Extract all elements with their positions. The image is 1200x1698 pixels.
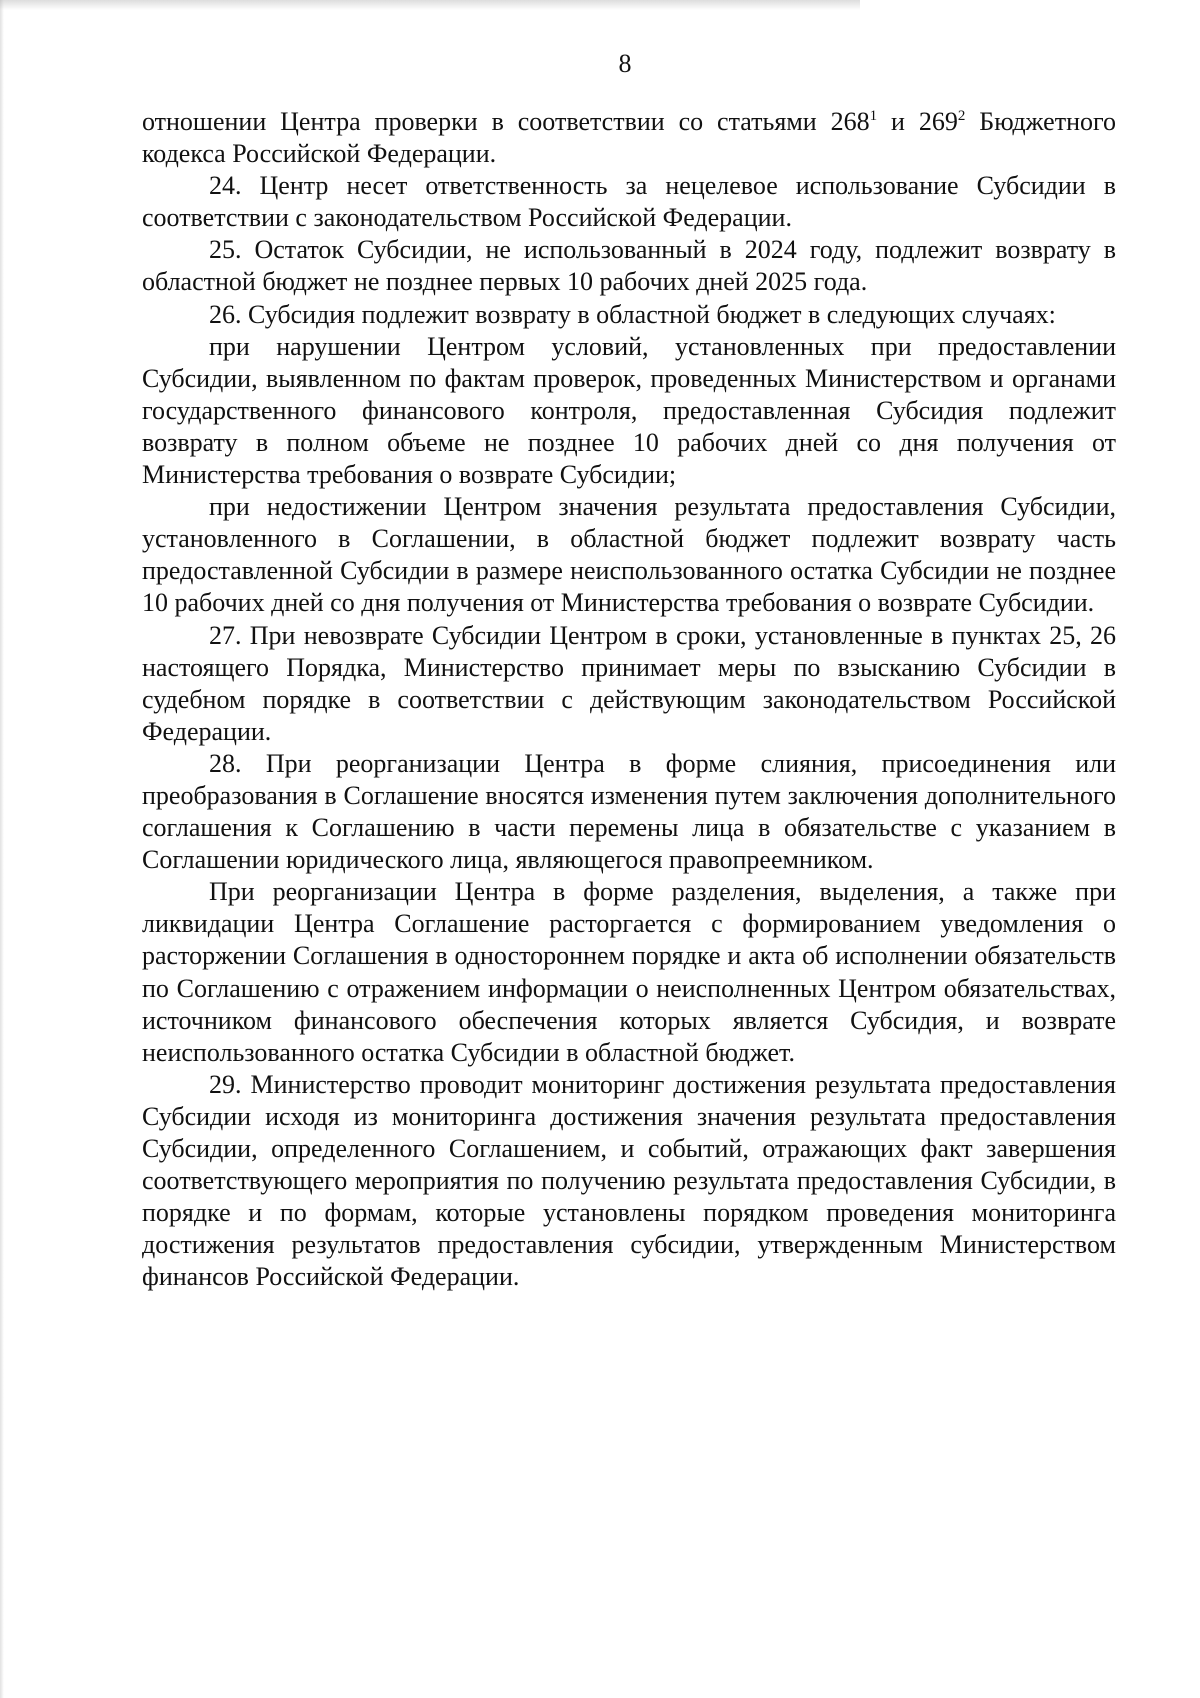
paragraph-26: 26. Субсидия подлежит возврату в областной бюджет в следующих случаях: [209,299,1056,329]
paragraph-text-middle: и 269 [877,107,958,136]
document-body [142,106,1116,1293]
page-number: 8 [618,49,632,78]
superscript-1: 1 [869,108,878,124]
paragraph-26-case-2: при недостижении Центром значения результата предоставления Субсидии, установленного в Соглашении, в областной бюджет подлежит возврату часть предоставленной Субсидии в размере неиспользованного остатка Субсидии не позднее 10 рабочих дней со дня получения от Министерства требования о возврате Субсидии. [142,492,1116,618]
paragraph-28-second: При реорганизации Центра в форме разделения, выделения, а также при ликвидации Центра Соглашение расторгается с формированием уведомления о расторжении Соглашения в одностороннем порядке и акта об исполнении обязательств по Соглашению с отражением информации о неисполненных Центром обязательствах, источником финансового обеспечения которых является Субсидия, и возврате неиспользованного остатка Субсидии в областной бюджет. [142,877,1116,1067]
paragraph-continuation [142,106,1116,170]
paragraph-25: 25. Остаток Субсидии, не использованный в 2024 году, подлежит возврату в областной бюджет не позднее первых 10 рабочих дней 2025 года. [142,235,1116,297]
superscript-2: 2 [957,108,966,124]
paragraph-29: 29. Министерство проводит мониторинг достижения результата предоставления Субсидии исходя из мониторинга достижения значения результата предоставления Субсидии, определенного Соглашением, и событий, отражающих факт завершения соответствующего мероприятия по получению результата предоставления Субсидии, в порядке и по формам, которые установлены порядком проведения мониторинга достижения результатов предоставления субсидии, утвержденным Министерством финансов Российской Федерации. [142,1069,1116,1292]
paragraph-26-case-1: при нарушении Центром условий, установленных при предоставлении Субсидии, выявленном по фактам проверок, проведенных Министерством и органами государственного финансового контроля, предоставленная Субсидия подлежит возврату в полном объеме не позднее 10 рабочих дней со дня получения от Министерства требования о возврате Субсидии; [142,331,1116,490]
paragraph-text-end: Бюджетного кодекса Российской Федерации. [142,107,1117,169]
paragraph-28: 28. При реорганизации Центра в форме слияния, присоединения или преобразования в Соглашение вносятся изменения путем заключения дополнительного соглашения к Соглашению в части перемены лица в обязательстве с указанием в Соглашении юридического лица, являющегося правопреемником. [142,748,1116,875]
paragraph-27: 27. При невозврате Субсидии Центром в сроки, установленные в пунктах 25, 26 настоящего Порядка, Министерство принимает меры по взысканию Субсидии в судебном порядке в соответствии с действующим законодательством Российской Федерации. [142,620,1116,746]
paragraph-text-start: отношении Центра проверки в соответствии со статьями 268 [142,107,870,136]
paragraph-24: 24. Центр несет ответственность за нецелевое использование Субсидии в соответствии с законодательством Российской Федерации. [142,171,1116,233]
scan-edge-left [0,0,4,1698]
scan-edge-top [0,0,860,10]
